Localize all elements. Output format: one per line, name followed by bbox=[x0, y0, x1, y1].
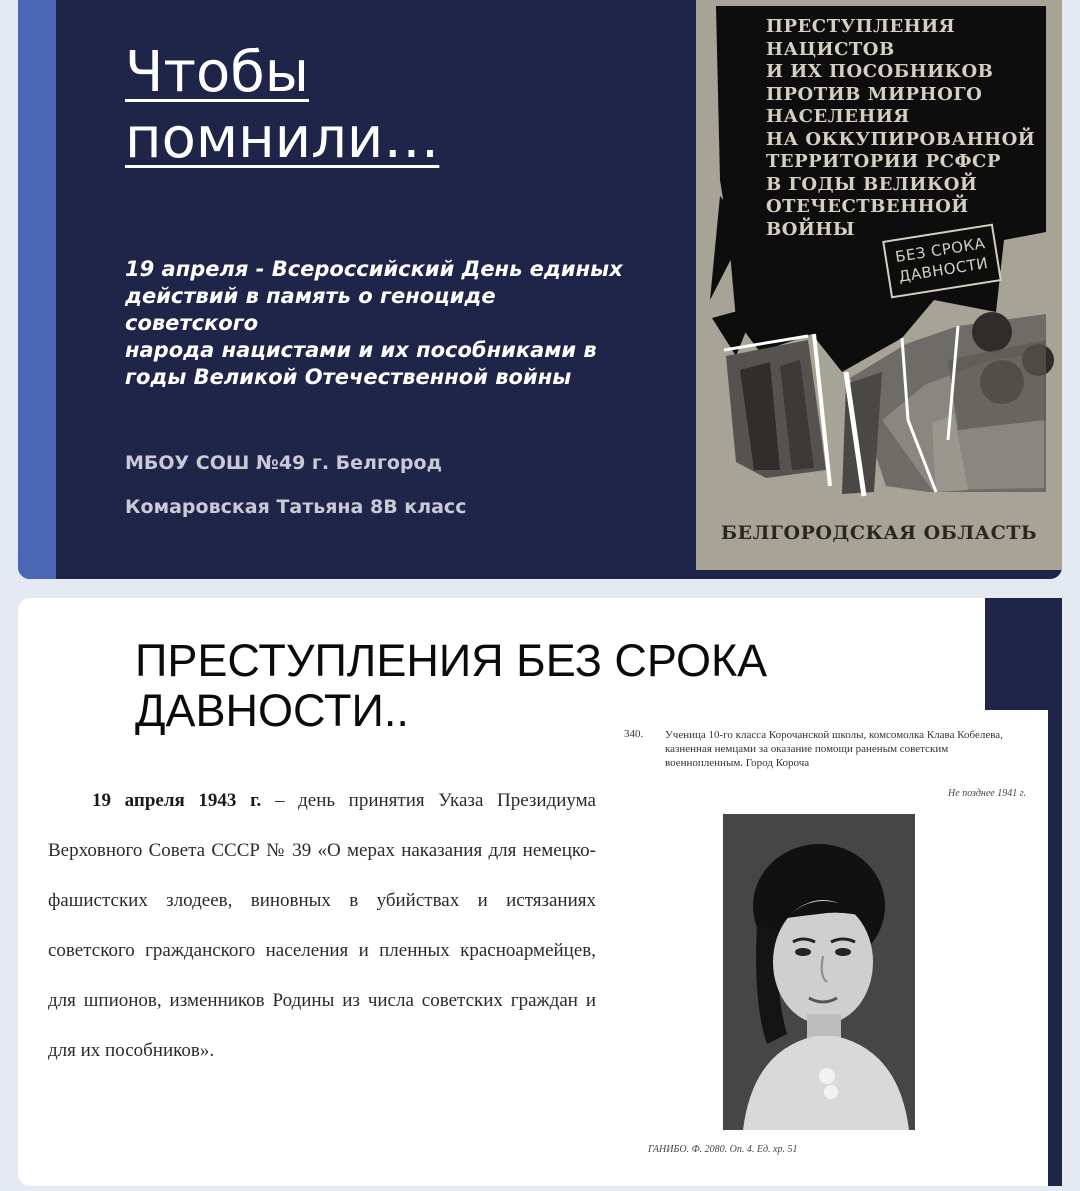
right-accent-strip bbox=[1048, 598, 1062, 1186]
decree-text: – день принятия Указа Президиума Верховного Совета СССР № 39 «О мерах наказания для немецко-фашистских злодеев, виновных в убийствах и истязаниях советского гражданского населения и пленных красноармейцев, для шпионов, изменников Родины из числа советских граждан и для их пособников». bbox=[48, 790, 596, 1061]
title-line-1: Чтобы bbox=[125, 40, 310, 105]
portrait-artwork bbox=[723, 814, 915, 1130]
document-number: 340. bbox=[624, 728, 644, 740]
archive-document bbox=[608, 710, 1048, 1186]
slide-subtitle: 19 апреля - Всероссийский День единых действий в память о геноциде советского народа нацистами и их пособниками в годы Великой Отечественной войны bbox=[125, 257, 623, 389]
content-slide bbox=[18, 598, 1062, 1186]
document-date: Не позднее 1941 г. bbox=[948, 788, 1026, 799]
portrait-photo bbox=[723, 814, 915, 1130]
decree-date: 19 апреля 1943 г. bbox=[92, 790, 262, 811]
decree-paragraph bbox=[48, 776, 596, 1076]
archive-reference: ГАНИБО. Ф. 2080. Оп. 4. Ед. хр. 51 bbox=[648, 1144, 798, 1155]
school-name: МБОУ СОШ №49 г. Белгород bbox=[125, 452, 442, 474]
document-caption: Ученица 10-го класса Корочанской школы, комсомолка Клава Кобелева, казненная немцами за оказание помощи раненым советским военнопленным. Город Короча bbox=[665, 729, 1003, 769]
slide-title bbox=[125, 40, 439, 172]
book-region: БЕЛГОРОДСКАЯ ОБЛАСТЬ bbox=[720, 522, 1038, 544]
title-slide bbox=[18, 0, 1062, 579]
book-cover bbox=[696, 0, 1062, 570]
author-name: Комаровская Татьяна 8В класс bbox=[125, 496, 467, 518]
accent-bar bbox=[18, 0, 56, 579]
slide-heading: ПРЕСТУПЛЕНИЯ БЕЗ СРОКА ДАВНОСТИ.. bbox=[135, 635, 768, 736]
book-stamp: БЕЗ СРОКА ДАВНОСТИ bbox=[882, 224, 1002, 299]
book-title: ПРЕСТУПЛЕНИЯ НАЦИСТОВ И ИХ ПОСОБНИКОВ ПРОТИВ МИРНОГО НАСЕЛЕНИЯ НА ОККУПИРОВАННОЙ ТЕРРИТОРИИ РСФСР В ГОДЫ ВЕЛИКОЙ ОТЕЧЕСТВЕННОЙ ВОЙНЫ bbox=[766, 16, 1036, 240]
title-line-2: помнили… bbox=[125, 106, 440, 171]
